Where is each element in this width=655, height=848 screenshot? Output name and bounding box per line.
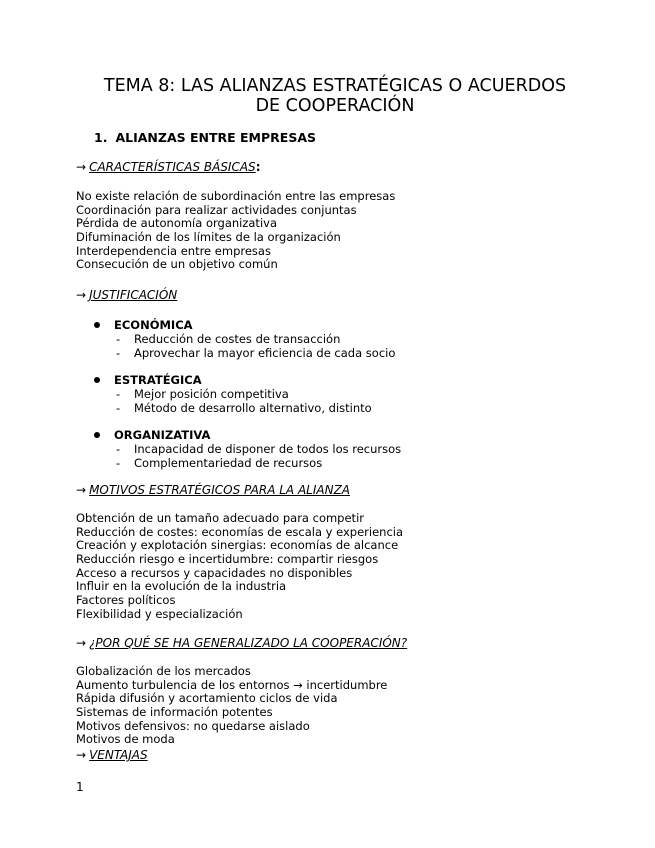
list-item: Obtención de un tamaño adecuado para competir: [76, 511, 364, 525]
bullet-title: ORGANIZATIVA: [114, 428, 211, 442]
heading-number: 1.: [94, 130, 108, 145]
title-line-1: TEMA 8: LAS ALIANZAS ESTRATÉGICAS O ACUERDOS: [103, 76, 567, 96]
section-label: VENTAJAS: [89, 748, 148, 762]
list-item: Factores políticos: [76, 593, 176, 608]
page-number: 1: [76, 780, 84, 794]
dash-icon: -: [116, 442, 121, 456]
section-label: MOTIVOS ESTRATÉGICOS PARA LA ALIANZA: [89, 483, 350, 497]
list-item: Flexibilidad y especialización: [76, 606, 243, 621]
sub-item: Complementariedad de recursos: [134, 456, 323, 470]
bullet-title: ECONÓMICA: [114, 318, 193, 332]
section-label: CARACTERÍSTICAS BÁSICAS: [89, 160, 256, 174]
document-title: [60, 76, 610, 116]
bullet-icon: [94, 377, 100, 383]
list-item: Rápida difusión y acortamiento ciclos de vida: [76, 691, 338, 706]
bullet-group-economica: [94, 318, 395, 360]
list-item: Interdependencia entre empresas: [76, 243, 271, 258]
title-line-2: DE COOPERACIÓN: [255, 96, 415, 116]
section-colon: :: [255, 160, 261, 174]
section-ventajas: [76, 748, 148, 762]
section-porque: [76, 636, 407, 650]
motivos-list: [76, 512, 403, 622]
section-label: JUSTIFICACIÓN: [89, 288, 178, 302]
list-item: Influir en la evolución de la industria: [76, 579, 287, 594]
arrow-icon: →: [76, 636, 87, 650]
section-caracteristicas: [76, 160, 261, 174]
bullet-group-estrategica: [94, 373, 372, 415]
list-item: Globalización de los mercados: [76, 664, 251, 678]
bullet-group-organizativa: [94, 428, 401, 470]
sub-item: Aprovechar la mayor eficiencia de cada socio: [134, 346, 396, 360]
bullet-icon: [94, 322, 100, 328]
list-item: Consecución de un objetivo común: [76, 257, 278, 272]
list-item: Pérdida de autonomía organizativa: [76, 216, 277, 231]
list-item: Sistemas de información potentes: [76, 705, 273, 720]
sub-item: Incapacidad de disponer de todos los recursos: [134, 442, 402, 456]
list-item: Motivos de moda: [76, 732, 175, 747]
heading-text: ALIANZAS ENTRE EMPRESAS: [115, 130, 316, 145]
arrow-icon: →: [76, 288, 87, 302]
dash-icon: -: [116, 401, 121, 415]
arrow-icon: →: [76, 483, 87, 497]
caracteristicas-list: [76, 190, 395, 272]
porque-list: [76, 665, 387, 747]
sub-item: Reducción de costes de transacción: [134, 332, 341, 346]
sub-item: Método de desarrollo alternativo, distinto: [134, 401, 372, 415]
list-item: Motivos defensivos: no quedarse aislado: [76, 718, 310, 733]
section-label: ¿POR QUÉ SE HA GENERALIZADO LA COOPERACIÓN?: [89, 636, 408, 650]
list-item: Reducción riesgo e incertidumbre: compartir riesgos: [76, 552, 379, 567]
list-item: Acceso a recursos y capacidades no disponibles: [76, 565, 353, 580]
arrow-icon: →: [76, 748, 87, 762]
sub-item: Mejor posición competitiva: [134, 387, 289, 401]
dash-icon: -: [116, 332, 121, 346]
list-item: No existe relación de subordinación entre las empresas: [76, 189, 396, 203]
dash-icon: -: [116, 346, 121, 360]
dash-icon: -: [116, 387, 121, 401]
arrow-icon: →: [76, 160, 87, 174]
section-motivos: [76, 483, 350, 497]
list-item: Difuminación de los límites de la organización: [76, 230, 341, 245]
heading-alianzas-entre-empresas: [94, 130, 316, 145]
bullet-icon: [94, 432, 100, 438]
list-item: Reducción de costes: economías de escala y experiencia: [76, 524, 404, 539]
dash-icon: -: [116, 456, 121, 470]
section-justificacion: [76, 288, 177, 302]
list-item: Creación y explotación sinergias: economías de alcance: [76, 538, 399, 553]
list-item: Aumento turbulencia de los entornos → incertidumbre: [76, 677, 388, 692]
list-item: Coordinación para realizar actividades conjuntas: [76, 202, 357, 217]
bullet-title: ESTRATÉGICA: [114, 373, 202, 387]
